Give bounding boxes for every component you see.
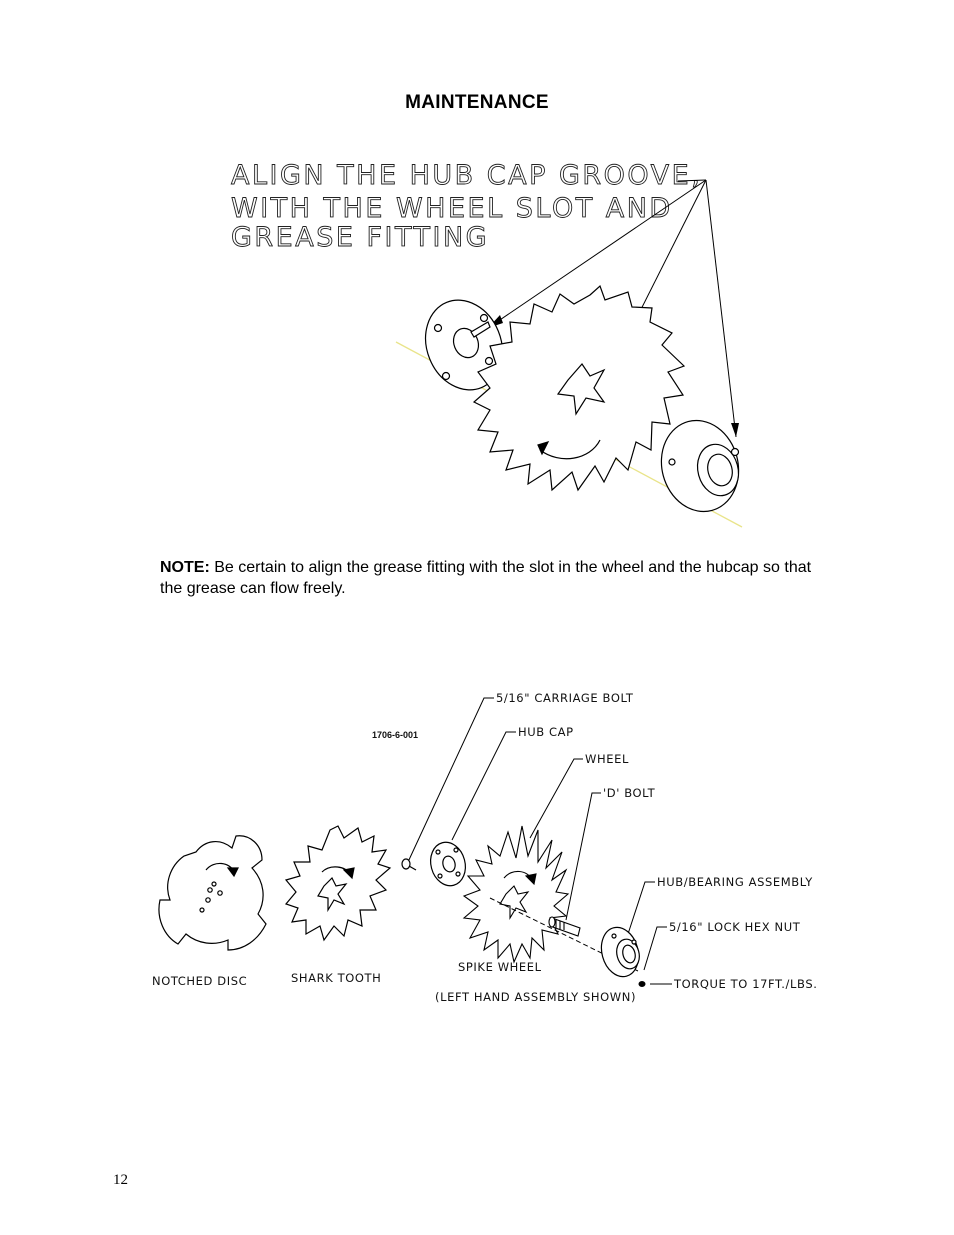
note-label: NOTE: — [160, 559, 210, 576]
page-title: MAINTENANCE — [405, 92, 549, 113]
label-spike-wheel: SPIKE WHEEL — [458, 960, 542, 974]
lock-nut-drawing — [639, 981, 646, 987]
notched-disc-drawing — [159, 836, 266, 950]
hub-cap-small-drawing — [426, 838, 470, 889]
figure-1 — [231, 160, 749, 527]
callout-line-1: ALIGN THE HUB CAP GROOVE, — [231, 160, 703, 191]
callout-line-2: WITH THE WHEEL SLOT AND — [231, 193, 673, 224]
page-number: 12 — [113, 1172, 128, 1188]
figure-2 — [152, 691, 817, 1004]
label-d-bolt: 'D' BOLT — [603, 786, 656, 800]
label-carriage-bolt: 5/16" CARRIAGE BOLT — [496, 691, 634, 705]
spike-wheel-drawing — [464, 826, 568, 962]
callout-line-3: GREASE FITTING — [231, 222, 490, 253]
maintenance-note — [160, 557, 820, 599]
note-text: Be certain to align the grease fitting with the slot in the wheel and the hubcap so that the grease can flow freely. — [160, 559, 812, 597]
label-wheel: WHEEL — [585, 752, 629, 766]
label-assembly-note: (LEFT HAND ASSEMBLY SHOWN) — [435, 990, 637, 1004]
hub-bearing-small-drawing — [596, 923, 644, 981]
drawing-id: 1706-6-001 — [372, 730, 419, 740]
label-lock-nut: 5/16" LOCK HEX NUT — [669, 920, 801, 934]
label-shark-tooth: SHARK TOOTH — [291, 971, 382, 985]
label-hub-cap: HUB CAP — [518, 725, 574, 739]
label-torque: TORQUE TO 17FT./LBS. — [674, 977, 818, 991]
shark-tooth-drawing — [286, 826, 390, 940]
carriage-bolt-drawing — [402, 859, 416, 870]
label-hub-bearing: HUB/BEARING ASSEMBLY — [657, 875, 813, 889]
label-notched-disc: NOTCHED DISC — [152, 974, 248, 988]
